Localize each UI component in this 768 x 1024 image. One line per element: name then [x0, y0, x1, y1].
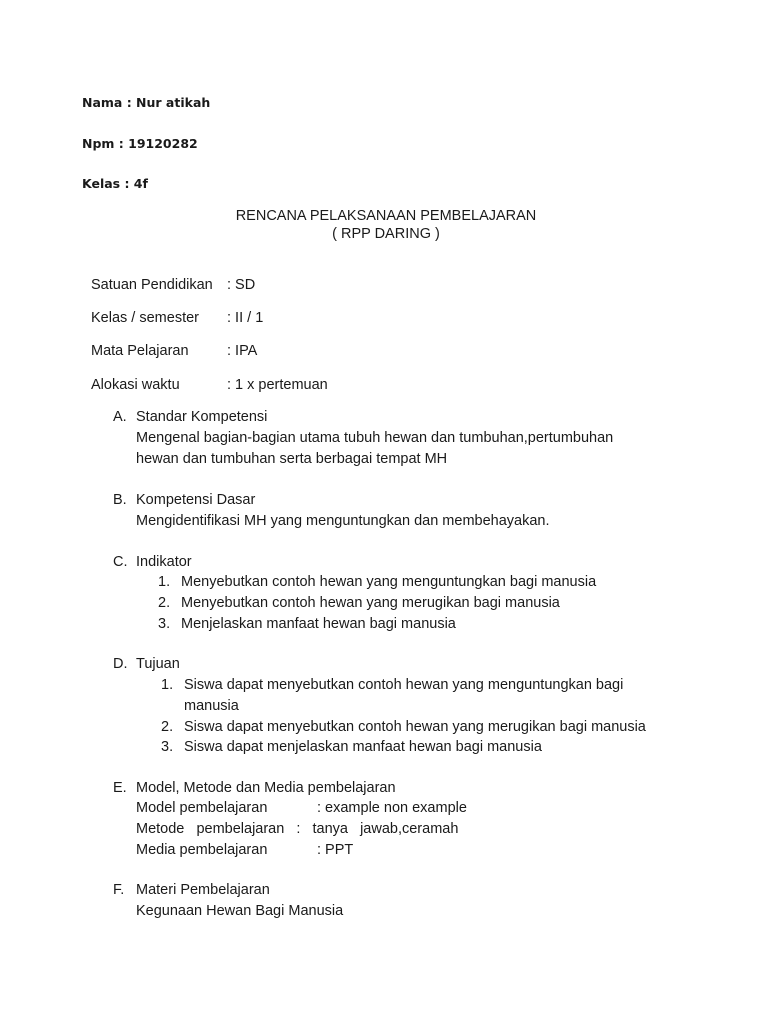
method-label: Model pembelajaran [136, 800, 268, 816]
list-item: Menyebutkan contoh hewan yang menguntungkan bagi manusia [181, 574, 597, 590]
student-npm: Npm : 19120282 [82, 136, 198, 151]
section-text: Mengidentifikasi MH yang menguntungkan dan membehayakan. [136, 513, 550, 529]
list-item: Siswa dapat menyebutkan contoh hewan yang menguntungkan bagi [184, 677, 624, 693]
identity-value: : IPA [227, 343, 258, 359]
list-item: Menjelaskan manfaat hewan bagi manusia [181, 616, 456, 632]
method-label: Metode pembelajaran : tanya jawab,ceramah [136, 821, 459, 837]
section-heading: Indikator [136, 554, 192, 570]
section-letter: C. [113, 554, 128, 570]
list-item: Siswa dapat menyebutkan contoh hewan yang merugikan bagi manusia [184, 719, 646, 735]
list-number: 1. [158, 574, 171, 590]
list-item-continuation: manusia [184, 698, 239, 714]
identity-label: Kelas / semester [91, 310, 199, 326]
section-heading: Materi Pembelajaran [136, 882, 270, 898]
list-number: 3. [158, 616, 171, 632]
list-number: 2. [161, 719, 174, 735]
document-subtitle: ( RPP DARING ) [332, 226, 440, 242]
section-text: Kegunaan Hewan Bagi Manusia [136, 903, 344, 919]
list-number: 1. [161, 677, 174, 693]
section-text: hewan dan tumbuhan serta berbagai tempat MH [136, 451, 448, 467]
method-value: : example non example [317, 800, 467, 816]
section-letter: B. [113, 492, 127, 508]
method-label: Media pembelajaran [136, 842, 268, 858]
student-class: Kelas : 4f [82, 176, 148, 191]
student-name: Nama : Nur atikah [82, 95, 211, 110]
list-number: 3. [161, 739, 174, 755]
section-text: Mengenal bagian-bagian utama tubuh hewan dan tumbuhan,pertumbuhan [136, 430, 614, 446]
section-letter: A. [113, 409, 127, 425]
identity-value: : II / 1 [227, 310, 264, 326]
section-letter: F. [113, 882, 125, 898]
identity-label: Satuan Pendidikan [91, 277, 213, 293]
identity-label: Mata Pelajaran [91, 343, 189, 359]
identity-value: : 1 x pertemuan [227, 377, 328, 393]
section-letter: D. [113, 656, 128, 672]
section-heading: Model, Metode dan Media pembelajaran [136, 780, 396, 796]
section-letter: E. [113, 780, 127, 796]
identity-value: : SD [227, 277, 256, 293]
list-item: Siswa dapat menjelaskan manfaat hewan bagi manusia [184, 739, 542, 755]
list-number: 2. [158, 595, 171, 611]
section-heading: Tujuan [136, 656, 180, 672]
list-item: Menyebutkan contoh hewan yang merugikan bagi manusia [181, 595, 560, 611]
method-value: : PPT [317, 842, 354, 858]
section-heading: Standar Kompetensi [136, 409, 268, 425]
section-heading: Kompetensi Dasar [136, 492, 256, 508]
document-title: RENCANA PELAKSANAAN PEMBELAJARAN [235, 208, 537, 224]
identity-label: Alokasi waktu [91, 377, 180, 393]
